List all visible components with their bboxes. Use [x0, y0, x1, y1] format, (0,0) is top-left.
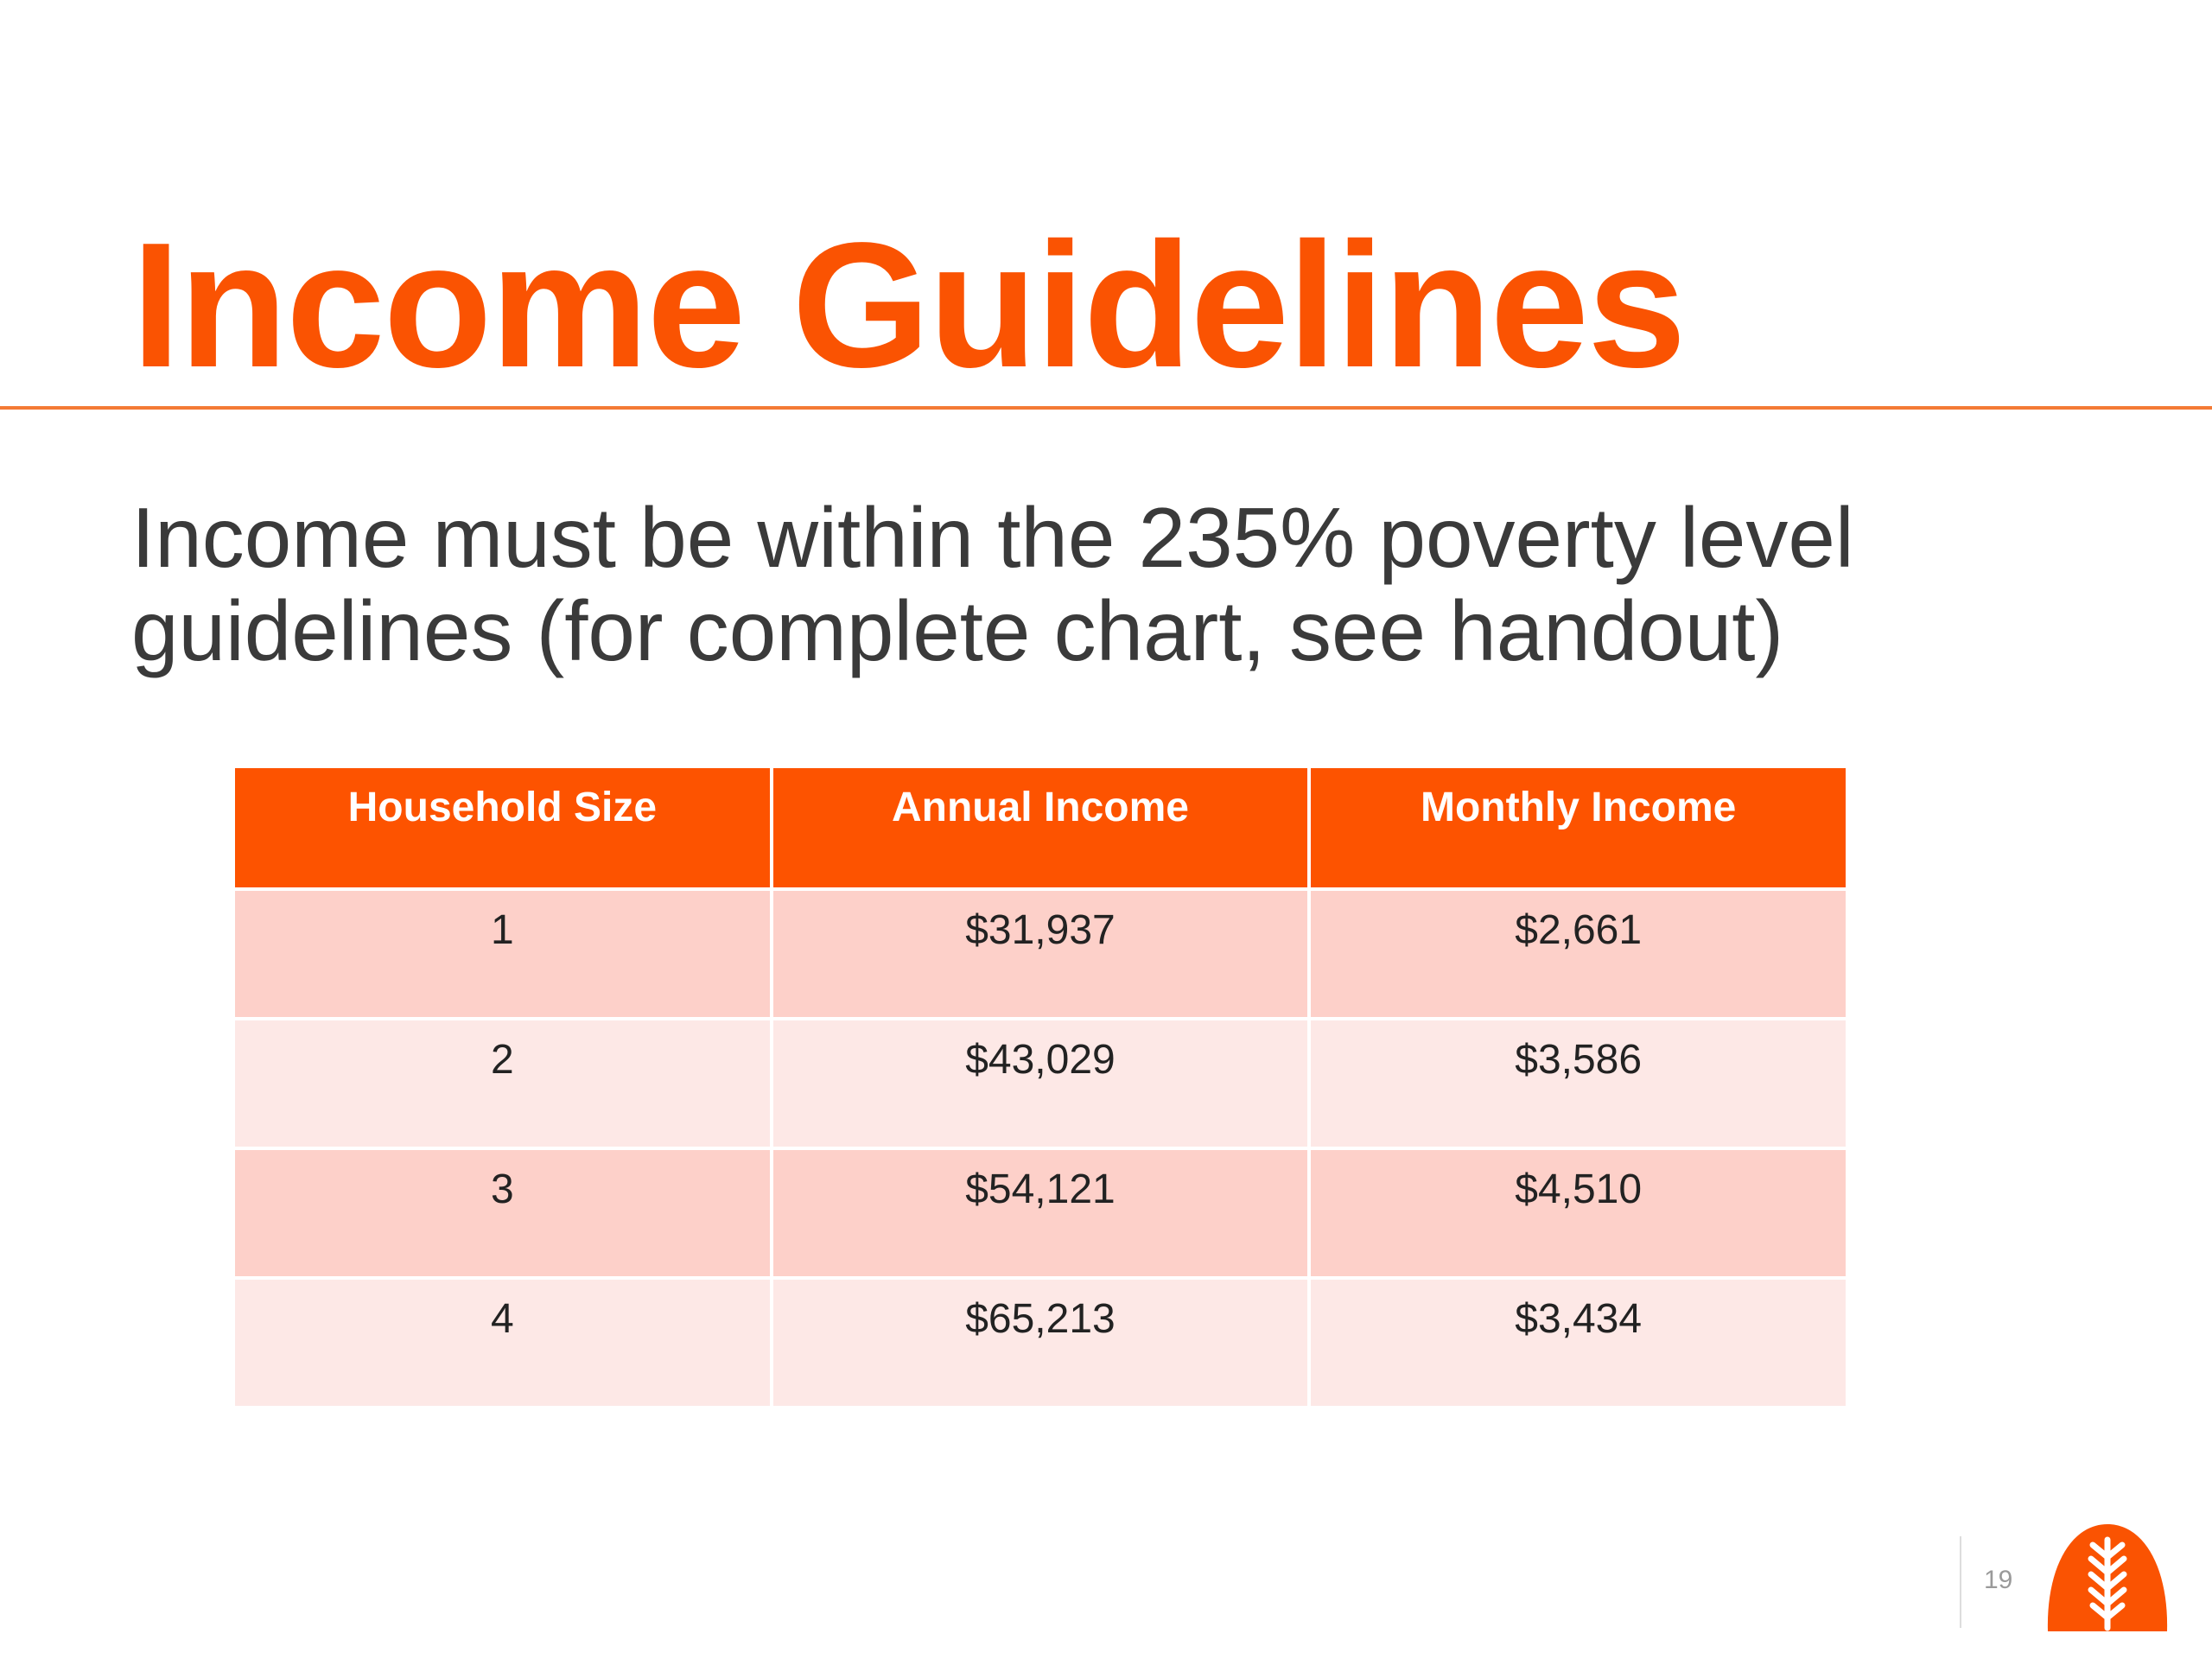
table-row — [233, 889, 1847, 1019]
cell-annual-income: $65,213 — [772, 1278, 1310, 1408]
cell-monthly-income: $2,661 — [1309, 889, 1847, 1019]
slide-subtitle: Income must be within the 235% poverty level guidelines (for complete chart, see handout) — [131, 490, 1854, 678]
cell-monthly-income: $3,586 — [1309, 1019, 1847, 1148]
page-number: 19 — [1984, 1566, 2013, 1594]
wheat-logo-icon — [2044, 1519, 2171, 1635]
header-monthly-income: Monthly Income — [1309, 766, 1847, 889]
cell-household-size: 4 — [233, 1278, 772, 1408]
cell-monthly-income: $4,510 — [1309, 1148, 1847, 1278]
header-annual-income: Annual Income — [772, 766, 1310, 889]
table-row — [233, 1278, 1847, 1408]
table-header-row — [233, 766, 1847, 889]
header-household-size: Household Size — [233, 766, 772, 889]
cell-annual-income: $54,121 — [772, 1148, 1310, 1278]
slide-title: Income Guidelines — [131, 206, 1685, 404]
cell-annual-income: $31,937 — [772, 889, 1310, 1019]
cell-household-size: 3 — [233, 1148, 772, 1278]
table-row — [233, 1148, 1847, 1278]
cell-annual-income: $43,029 — [772, 1019, 1310, 1148]
title-divider — [0, 406, 2212, 410]
cell-monthly-income: $3,434 — [1309, 1278, 1847, 1408]
cell-household-size: 2 — [233, 1019, 772, 1148]
footer-divider — [1960, 1536, 1961, 1628]
table-row — [233, 1019, 1847, 1148]
income-table — [232, 765, 1849, 1409]
cell-household-size: 1 — [233, 889, 772, 1019]
